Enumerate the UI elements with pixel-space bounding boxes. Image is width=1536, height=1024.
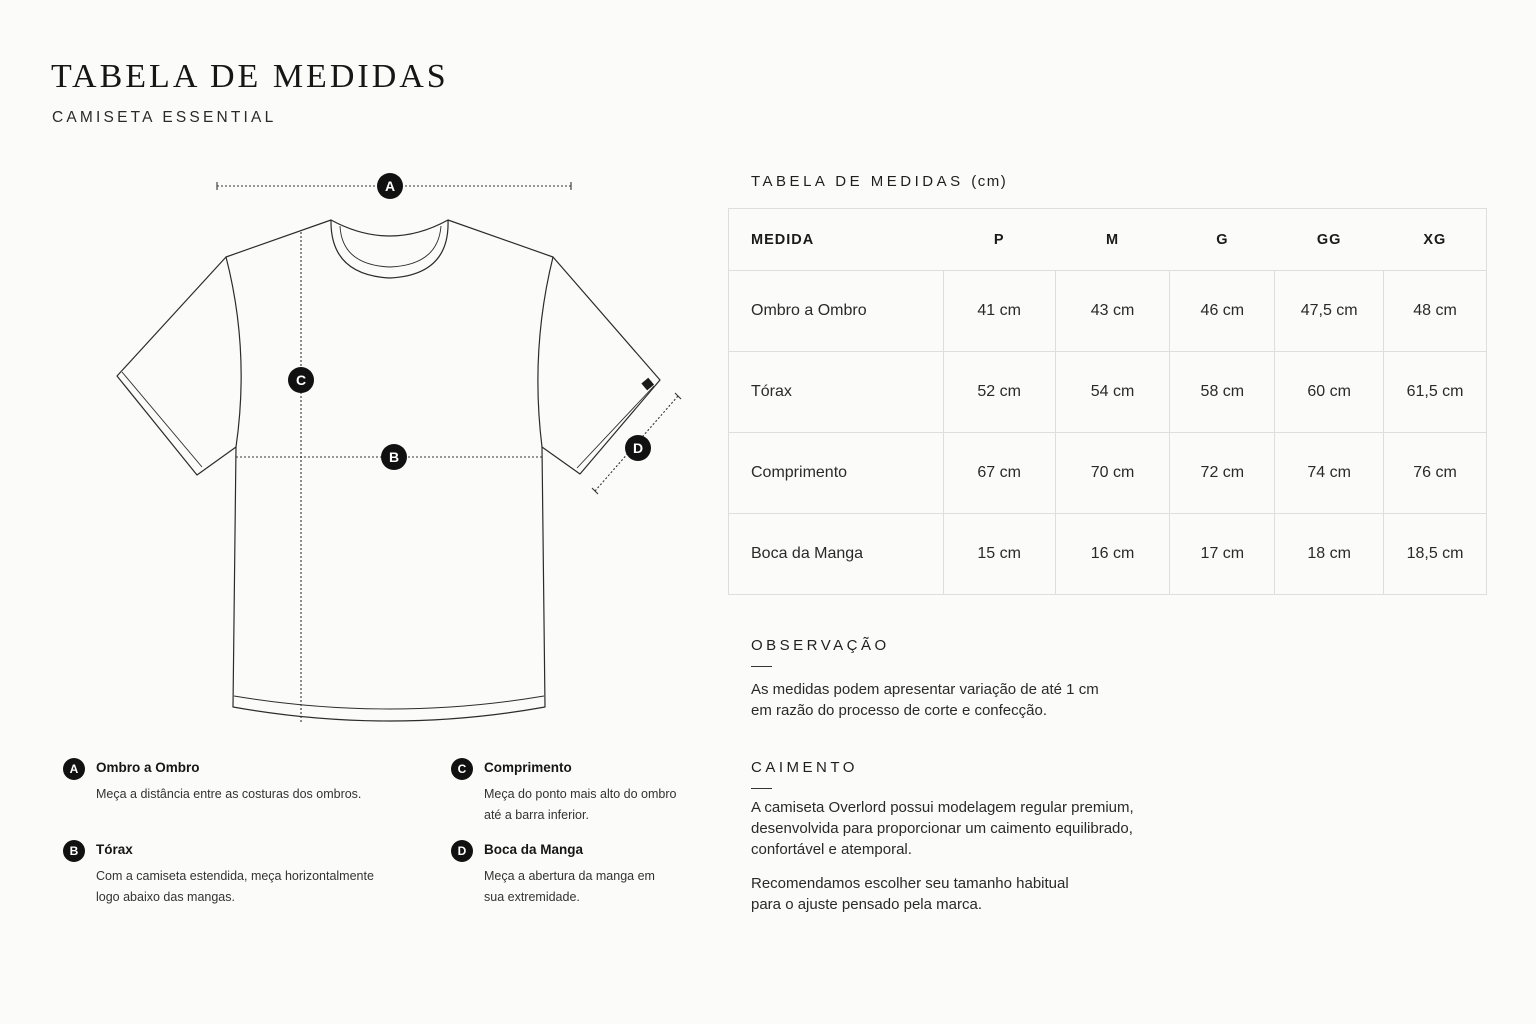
table-cell: Boca da Manga [729,514,944,595]
table-cell: 15 cm [943,514,1055,595]
table-cell: 43 cm [1055,271,1170,352]
legend-desc: Com a camiseta estendida, meça horizontalmente logo abaixo das mangas. [96,869,374,904]
svg-text:A: A [384,178,396,194]
column-header: XG [1384,209,1487,271]
table-heading [751,173,1007,190]
caimento-text: A camiseta Overlord possui modelagem regular premium, desenvolvida para proporcionar um caimento equilibrado, confortável e atemporal. [751,799,1134,858]
table-row [729,271,1487,352]
table-cell: 18 cm [1275,514,1384,595]
caimento-title: CAIMENTO [751,759,858,776]
column-header: G [1170,209,1275,271]
tshirt-diagram [0,150,700,740]
legend-badge-b: B [63,840,85,862]
legend-desc: Meça do ponto mais alto do ombro até a barra inferior. [484,787,677,822]
caimento-divider [751,788,772,789]
table-cell: 67 cm [943,433,1055,514]
legend-title: Ombro a Ombro [96,760,200,775]
table-cell: 17 cm [1170,514,1275,595]
legend-title: Boca da Manga [484,842,584,857]
table-cell: 18,5 cm [1384,514,1487,595]
table-cell: 52 cm [943,352,1055,433]
legend-desc: Meça a abertura da manga em sua extremidade. [484,869,655,904]
observacao-title: OBSERVAÇÃO [751,637,890,654]
table-cell: 70 cm [1055,433,1170,514]
marker-b [381,444,407,470]
table-cell: 41 cm [943,271,1055,352]
table-cell: 72 cm [1170,433,1275,514]
table-cell: Comprimento [729,433,944,514]
table-cell: 47,5 cm [1275,271,1384,352]
tshirt-outline [117,220,660,721]
column-header: P [943,209,1055,271]
table-cell: 54 cm [1055,352,1170,433]
page-title: TABELA DE MEDIDAS [51,58,449,95]
table-cell: 74 cm [1275,433,1384,514]
legend-badge-a: A [63,758,85,780]
legend-desc: Meça a distância entre as costuras dos ombros. [96,787,362,801]
table-cell: 46 cm [1170,271,1275,352]
table-cell: 16 cm [1055,514,1170,595]
table-cell: 58 cm [1170,352,1275,433]
page-subtitle: CAMISETA ESSENTIAL [52,109,277,126]
table-row [729,514,1487,595]
table-header-row [729,209,1487,271]
size-table [728,208,1487,595]
table-cell: Tórax [729,352,944,433]
svg-text:C: C [295,372,307,388]
legend-badge-d: D [451,840,473,862]
table-heading-text: TABELA DE MEDIDAS [751,173,964,190]
column-header: MEDIDA [729,209,944,271]
table-cell: 60 cm [1275,352,1384,433]
observacao-text: As medidas podem apresentar variação de até 1 cm em razão do processo de corte e confecção. [751,681,1099,719]
svg-text:D: D [632,440,644,456]
table-cell: 61,5 cm [1384,352,1487,433]
table-row [729,433,1487,514]
legend-badge-c: C [451,758,473,780]
table-row [729,352,1487,433]
marker-d [625,435,651,461]
table-cell: 48 cm [1384,271,1487,352]
table-heading-unit: (cm) [971,173,1008,190]
table-cell: Ombro a Ombro [729,271,944,352]
legend-title: Comprimento [484,760,572,775]
table-cell: 76 cm [1384,433,1487,514]
column-header: GG [1275,209,1384,271]
marker-c [288,367,314,393]
observacao-divider [751,666,772,667]
legend-title: Tórax [96,842,133,857]
caimento-recommendation: Recomendamos escolher seu tamanho habitual para o ajuste pensado pela marca. [751,875,1069,913]
svg-text:B: B [388,449,400,465]
marker-a [377,173,403,199]
column-header: M [1055,209,1170,271]
